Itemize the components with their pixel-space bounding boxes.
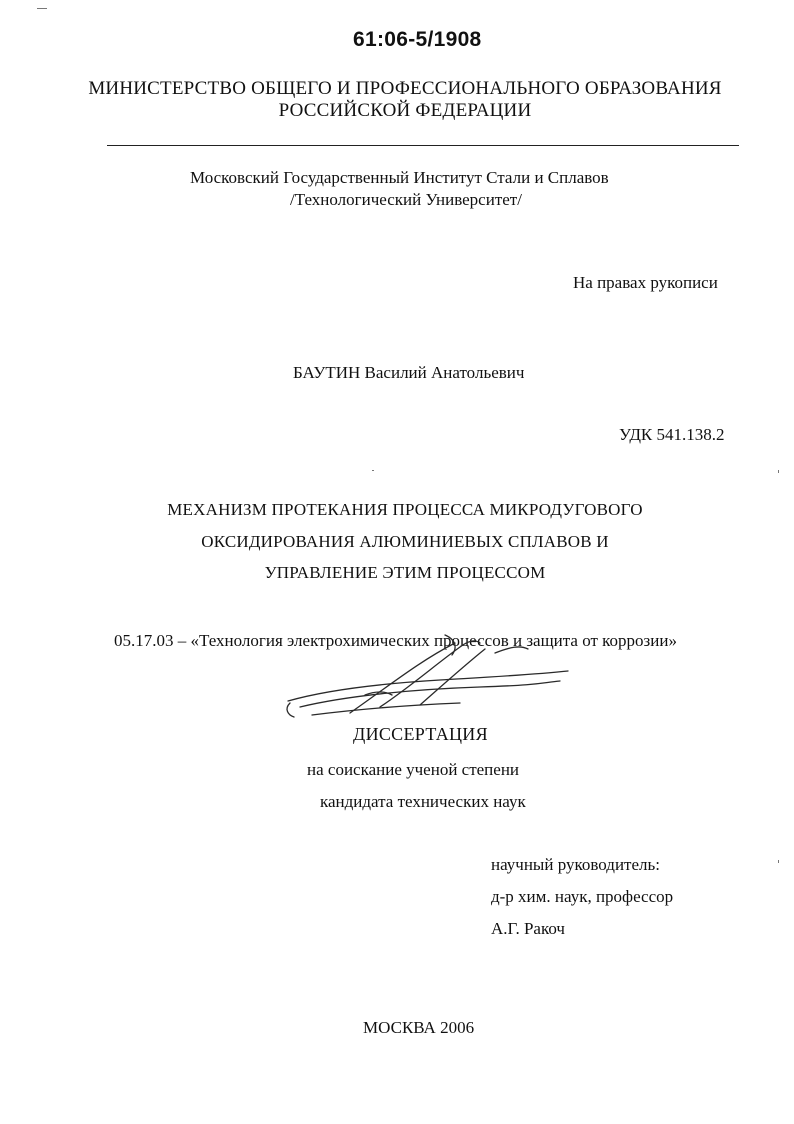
institution-name: Московский Государственный Институт Стали и Сплавов xyxy=(190,168,609,187)
thesis-title-line-2: ОКСИДИРОВАНИЯ АЛЮМИНИЕВЫХ СПЛАВОВ И xyxy=(201,532,609,551)
thesis-title-line-1: МЕХАНИЗМ ПРОТЕКАНИЯ ПРОЦЕССА МИКРОДУГОВОГО xyxy=(167,500,643,519)
author-name: БАУТИН Василий Анатольевич xyxy=(293,363,525,382)
degree-line-1: на соискание ученой степени xyxy=(307,760,520,779)
supervisor-label: научный руководитель: xyxy=(491,855,660,874)
institution-subtitle: /Технологический Университет/ xyxy=(290,190,522,209)
city-year: МОСКВА 2006 xyxy=(363,1018,475,1037)
document-type: ДИССЕРТАЦИЯ xyxy=(353,724,488,744)
udk-code: УДК 541.138.2 xyxy=(619,425,725,444)
header-divider xyxy=(107,145,739,146)
scan-speck xyxy=(372,470,374,471)
scan-speck xyxy=(778,860,779,863)
ministry-line-1: МИНИСТЕРСТВО ОБЩЕГО И ПРОФЕССИОНАЛЬНОГО ОБРАЗОВАНИЯ xyxy=(88,78,722,99)
scan-mark xyxy=(37,8,47,9)
thesis-title-line-3: УПРАВЛЕНИЕ ЭТИМ ПРОЦЕССОМ xyxy=(264,563,546,582)
scan-speck xyxy=(778,470,779,473)
handwritten-signature xyxy=(270,625,590,730)
ministry-line-2: РОССИЙСКОЙ ФЕДЕРАЦИИ xyxy=(278,100,532,121)
supervisor-name: А.Г. Ракоч xyxy=(491,919,565,938)
rights-note: На правах рукописи xyxy=(573,273,718,292)
specialty-code: 05.17.03 – «Технология электрохимических процессов и защита от коррозии» xyxy=(114,631,677,650)
supervisor-title: д-р хим. наук, профессор xyxy=(491,887,674,906)
archive-code: 61:06-5/1908 xyxy=(353,28,482,51)
degree-line-2: кандидата технических наук xyxy=(320,792,526,811)
